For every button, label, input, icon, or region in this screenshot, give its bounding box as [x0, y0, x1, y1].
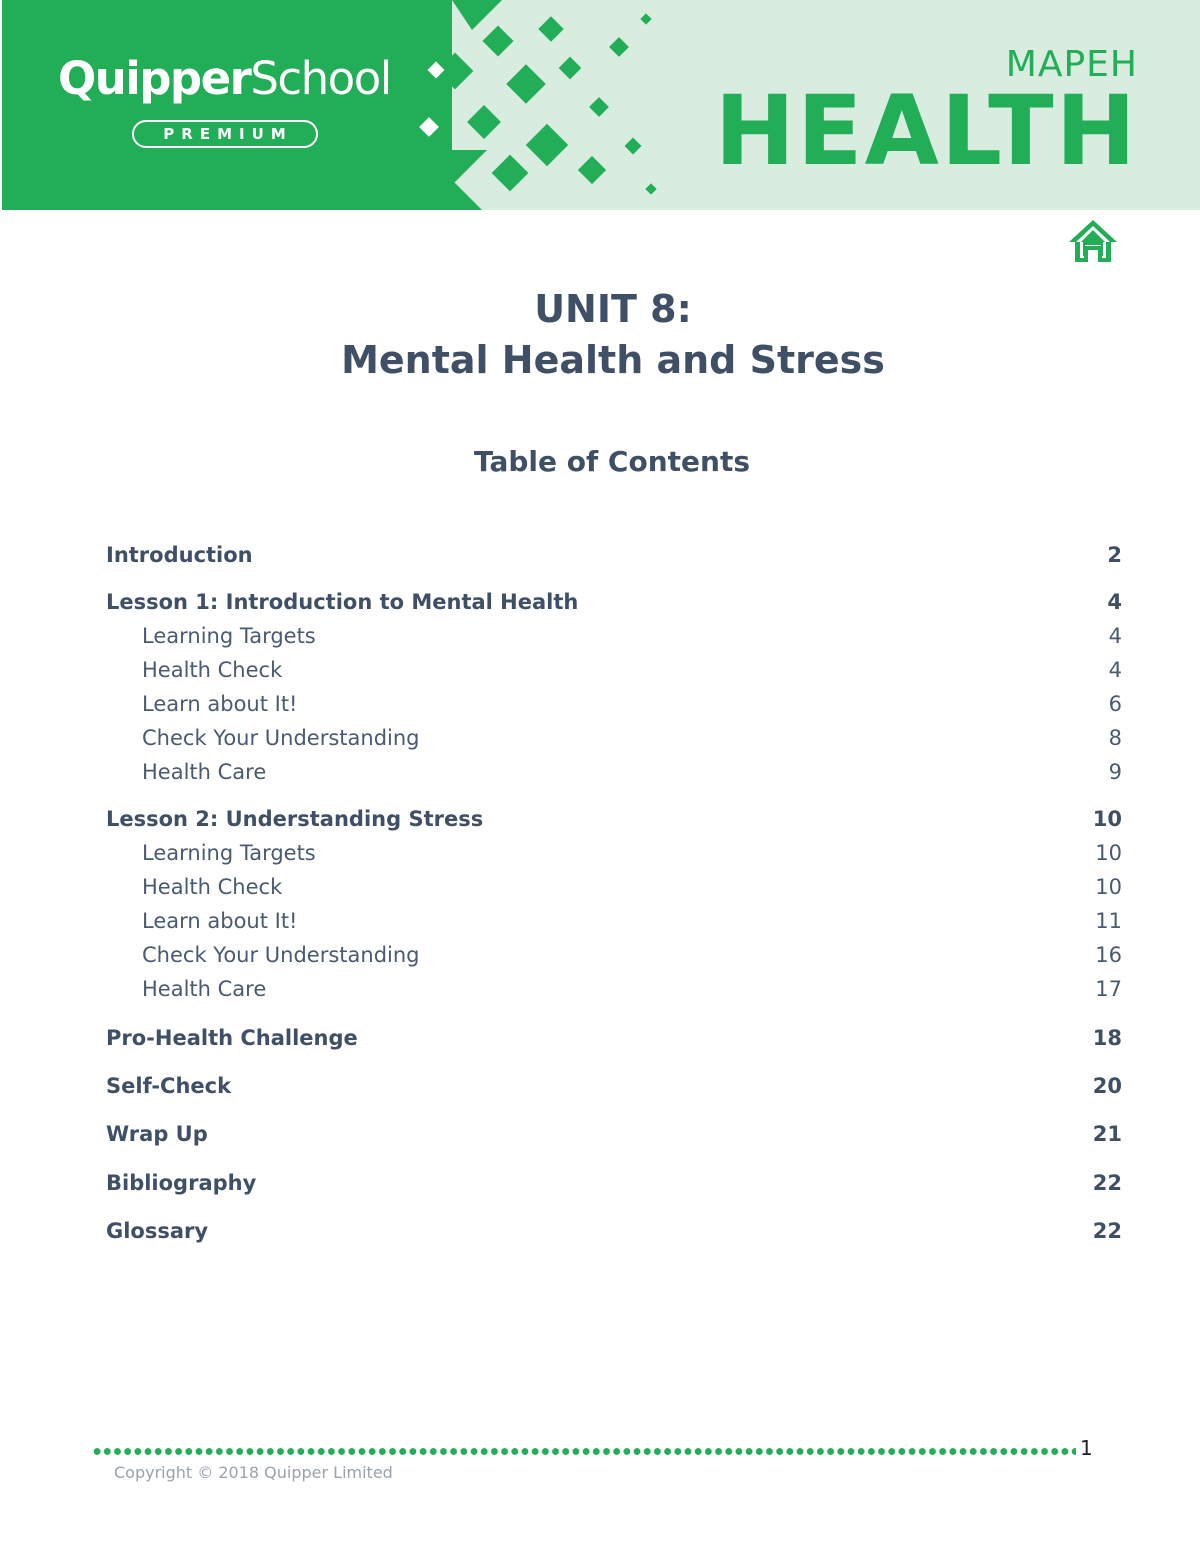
toc-entry[interactable]: [106, 587, 1122, 617]
unit-label: UNIT 8:: [534, 287, 692, 331]
logo-bold-text: Quipper: [58, 52, 251, 105]
toc-entry-label: Check Your Understanding: [142, 726, 420, 750]
toc-entry[interactable]: [142, 838, 1122, 868]
toc-entry[interactable]: [106, 1168, 1122, 1198]
toc-entry-label: Self-Check: [106, 1074, 232, 1098]
toc-entry[interactable]: [106, 1216, 1122, 1246]
toc-entry[interactable]: [142, 621, 1122, 651]
toc-entry-page: 11: [1095, 909, 1122, 933]
toc-entry-page: 4: [1108, 624, 1122, 648]
toc-entry-label: Learn about It!: [142, 909, 298, 933]
toc-entry-label: Learn about It!: [142, 692, 298, 716]
toc-entry-page: 4: [1108, 658, 1122, 682]
toc-entry-page: 8: [1108, 726, 1122, 750]
toc-entry-label: Learning Targets: [142, 624, 316, 648]
toc-entry-page: 9: [1108, 760, 1122, 784]
toc-entry[interactable]: [106, 1023, 1122, 1053]
subject-title: HEALTH: [714, 75, 1138, 187]
toc-entry-label: Health Care: [142, 977, 267, 1001]
toc-entry[interactable]: [142, 689, 1122, 719]
toc-entry-page: 6: [1108, 692, 1122, 716]
toc-entry-page: 20: [1092, 1074, 1122, 1098]
subject-label: MAPEH: [1005, 44, 1138, 85]
toc-title: Table of Contents: [473, 445, 750, 478]
toc-entry-page: 17: [1095, 977, 1122, 1001]
toc-entry-page: 16: [1095, 943, 1122, 967]
toc-entry-label: Bibliography: [106, 1171, 257, 1195]
toc-entry-page: 10: [1092, 807, 1122, 831]
page-number: 1: [1080, 1436, 1093, 1460]
quipper-school-logo: [58, 52, 391, 105]
toc-entry-label: Health Check: [142, 658, 283, 682]
toc-entry[interactable]: [106, 804, 1122, 834]
toc-entry[interactable]: [142, 872, 1122, 902]
toc-entry-label: Lesson 1: Introduction to Mental Health: [106, 590, 579, 614]
toc-entry-label: Check Your Understanding: [142, 943, 420, 967]
logo-rest-text: School: [250, 52, 391, 105]
toc-entry[interactable]: [142, 723, 1122, 753]
toc-entry-label: Wrap Up: [106, 1122, 208, 1146]
toc-entry-page: 18: [1092, 1026, 1122, 1050]
toc-entry-label: Pro-Health Challenge: [106, 1026, 358, 1050]
header-green-panel: [2, 0, 452, 210]
toc-entry-page: 10: [1095, 875, 1122, 899]
toc-entry-page: 22: [1092, 1171, 1122, 1195]
toc-entry[interactable]: [142, 655, 1122, 685]
toc-entry-label: Learning Targets: [142, 841, 316, 865]
toc-entry-page: 10: [1095, 841, 1122, 865]
toc-entry[interactable]: [142, 940, 1122, 970]
mosaic-decoration: [392, 0, 692, 210]
unit-title: Mental Health and Stress: [341, 338, 885, 382]
premium-badge: PREMIUM: [132, 120, 318, 148]
toc-entry-label: Glossary: [106, 1219, 209, 1243]
header-banner: [2, 0, 1200, 210]
toc-entry[interactable]: [142, 974, 1122, 1004]
copyright-notice: Copyright © 2018 Quipper Limited: [114, 1463, 393, 1482]
toc-entry[interactable]: [142, 906, 1122, 936]
home-icon[interactable]: [1066, 218, 1120, 264]
toc-entry-label: Health Check: [142, 875, 283, 899]
toc-entry[interactable]: [106, 1071, 1122, 1101]
toc-entry-label: Health Care: [142, 760, 267, 784]
toc-entry-label: Lesson 2: Understanding Stress: [106, 807, 484, 831]
toc-entry-page: 2: [1107, 543, 1122, 567]
toc-entry-page: 4: [1107, 590, 1122, 614]
toc-entry-page: 21: [1092, 1122, 1122, 1146]
toc-entry[interactable]: [142, 757, 1122, 787]
toc-entry[interactable]: [106, 1119, 1122, 1149]
toc-entry[interactable]: [106, 540, 1122, 570]
toc-entry-page: 22: [1092, 1219, 1122, 1243]
toc-entry-label: Introduction: [106, 543, 253, 567]
dotted-divider: [92, 1447, 1076, 1456]
